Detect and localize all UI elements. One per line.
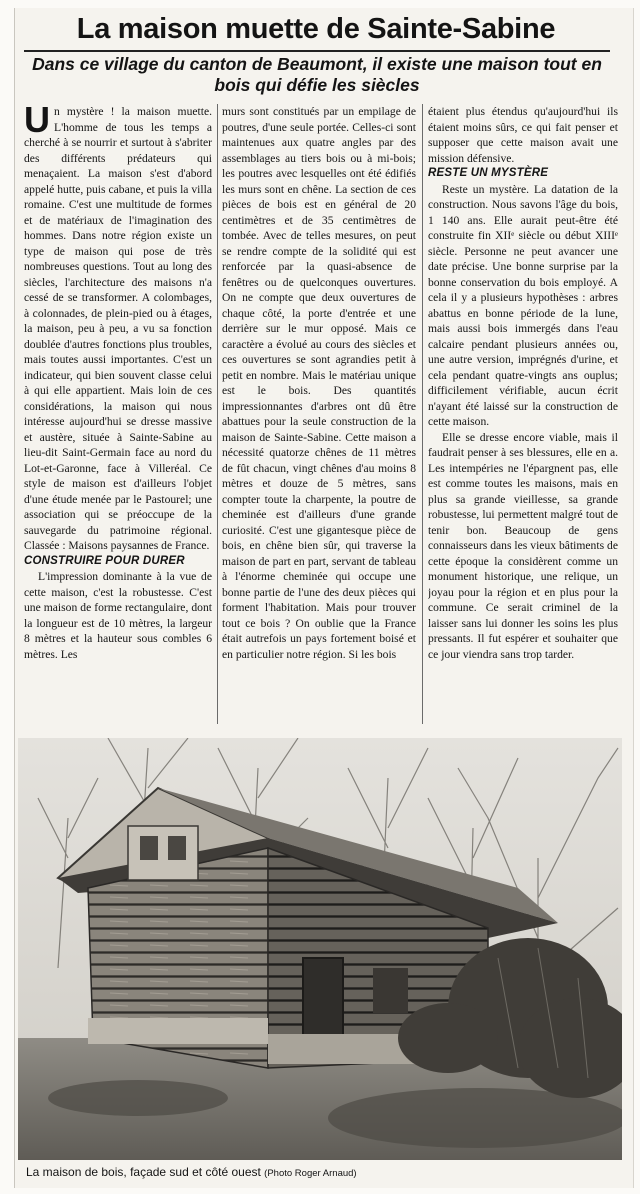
headline-rule — [24, 50, 610, 52]
paragraph: L'impression dominante à la vue de cette maison, c'est la robustesse. C'est une maison de forme rectangulaire, dont la longueur est de 10 mètres, la largeur 8 mètres et la hauteur sous combles 6 mètres. Les — [24, 570, 212, 661]
paragraph: étaient plus étendus qu'aujourd'hui ils étaient moins sûrs, ce qui fait penser et supposer que cette maison avait une mission défensive. — [428, 105, 618, 165]
text-column-1 — [24, 104, 212, 726]
wooden-house-illustration — [18, 738, 622, 1160]
house-photo — [18, 738, 622, 1160]
text-column-2 — [222, 104, 416, 726]
paragraph — [24, 104, 212, 554]
column-divider — [217, 104, 218, 724]
paragraph: murs sont constitués par un empilage de poutres, d'une seule portée. Celles-ci sont maintenues aux quatre angles par des assemblages au tiers bois ou à mi-bois; les poutres avec lesquelles ont été édifiés les murs sont en chêne. La section de ces pièces de bois est en général de 20 centimètres et de 35 centimètres de tombée. Avec de telles mesures, on peut se rendre compte de la solidité qui est renforcée par la quasi-absence de fenêtres ou de quelconques ouvertures. On ne compte que deux ouvertures de chaque côté, la porte d'entrée et une derrière sur le mur opposé. Mais ce caractère a évolué au cours des siècles et ces ouvertures se sont agrandies petit à petit en nombre. Mais le matériau unique est le bois. Des quantités impressionnantes d'arbres ont dû être abattues pour la seule construction de la maison de Sainte-Sabine. Cette maison a nécessité quatorze chênes de 11 mètres de fût chacun, vingt chênes d'au moins 8 mètres et douze de 5 mètres, sans compter toute la charpente, la poutre de cheminée est d'ailleurs d'une grande curiosité. C'est une gigantesque pièce de bois, en chêne bien sûr, qui traverse la maison de part en part, servant de tableau à l'énorme cheminée qui occupe une bonne partie de l'une des deux pièces qui forment l'habitation. Mais pour trouver tout ce bois ? On oublie que la France était autrefois un pays fortement boisé et en particulier notre région. Si les bois — [222, 105, 416, 661]
paragraph: Reste un mystère. La datation de la construction. Nous savons l'âge du bois, 1 140 ans. Elle aurait peut-être été construite fin XIIᵉ siècle ou début XIIIᵉ siècle. Personne ne peut avancer une date précise. Une bonne surprise par la bonne conservation du bois employé. A cela il y a plusieurs hypothèses : arbres abattus en bonne période de la lune, mais aussi bois immergés dans l'eau calcaire pendant plusieurs années ou, une autre version, imprégnés d'urine, et cela pendant quatre-vingts ans ouplus; difficilement vérifiable, aucun écrit n'ayant été laissé sur la construction de cette maison. — [428, 182, 618, 428]
column-divider — [422, 104, 423, 724]
article-subheadline: Dans ce village du canton de Beaumont, il existe une maison tout en bois qui défie les siècles — [32, 54, 602, 95]
section-heading-mystere: RESTE UN MYSTÈRE — [428, 167, 549, 179]
paragraph: Elle se dresse encore viable, mais il faudrait penser à ses blessures, elle en a. Les intempéries ne l'épargnent pas, elle est comme toutes les maisons, mais en plus sa grande vieillesse, sa grande robustesse, lui permettent malgré tout de tenir bon. Beaucoup de gens connaisseurs dans les vieux bâtiments de cette époque la considèrent comme un monument historique, une relique, un joyau pour la région et en plus pour la commune. Ce serait criminel de la laisser sans lui donner les soins les plus pressants. Il fut espérer et souhaiter que ce jour viendra sans trop tarder. — [428, 430, 618, 661]
photo-credit: (Photo Roger Arnaud) — [264, 1168, 357, 1179]
caption-text: La maison de bois, façade sud et côté ouest — [26, 1165, 261, 1179]
text-column-3 — [428, 104, 618, 726]
photo-caption — [26, 1164, 616, 1182]
paragraph-text: n mystère ! la maison muette. L'homme de tous les temps a cherché à se nourrir et surtout à s'abriter des différents prédateurs qui menaçaient. La maison s'est d'abord appelé hutte, puis cabane, et puis la villa romaine. C'est une multitude de formes et de matériaux de l'imagination des hommes. Dans notre région existe un type de maison qui pose de très nombreuses questions. Tout au long des siècles, l'architecture des maisons n'a cessé de se transformer. A colombages, à colonnades, de plein-pied ou à étages, la maison, peu à peu, a vu sa fonction doublée d'autres fonctions plus troubles, mais toutes aussi importantes. C'est un indicateur, qui bien souvent classe celui à qui elle appartient. Mais loin de ces considérations, la maison qui nous intéresse aujourd'hui se dresse massive et austère, située à Sainte-Sabine au lieu-dit Saint-Germain face au nord du Lot-et-Garonne, face à Villeréal. Ce style de maison est d'ailleurs l'objet d'une étude menée par le Pastourel; une association qui se préoccupe de la sauvegarde du patrimoine régional. Classée : Maisons paysannes de France. — [24, 105, 212, 552]
section-heading-construire: CONSTRUIRE POUR DURER — [24, 554, 185, 567]
article-headline: La maison muette de Sainte-Sabine — [76, 13, 556, 45]
dropcap: U — [24, 104, 50, 140]
